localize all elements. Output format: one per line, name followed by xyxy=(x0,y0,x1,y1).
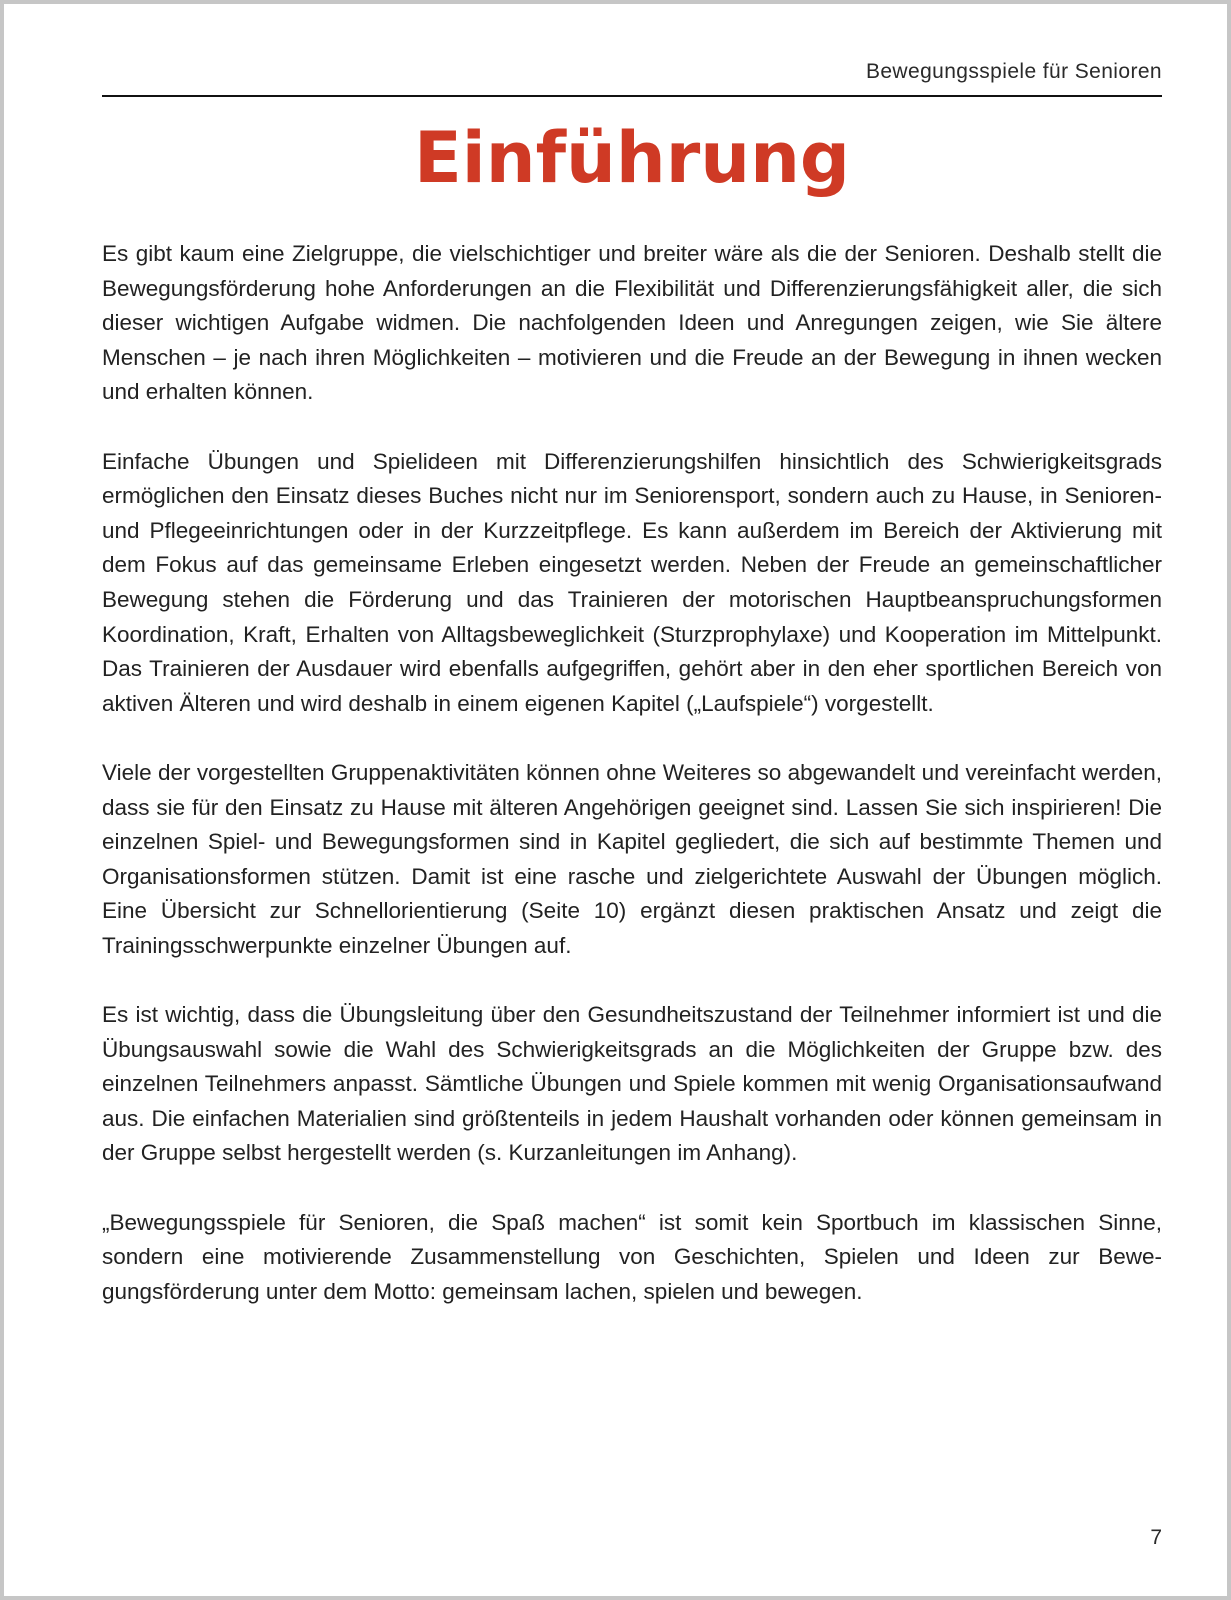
page-title: Einführung xyxy=(413,117,851,199)
paragraph-5: „Bewegungsspiele für Senioren, die Spaß machen“ ist somit kein Sportbuch im klassischen Sinne, sondern eine motivierende Zusammenstellung von Geschichten, Spielen und Ideen zur Bewegungsförderung unter dem Motto: gemeinsam lachen, spielen und bewegen. xyxy=(102,1209,1162,1304)
paragraph-2: Einfache Übungen und Spielideen mit Differenzierungshilfen hinsichtlich des Schwierigkeitsgrads ermöglichen den Einsatz dieses Buches nicht nur im Seniorensport, sondern auch zu Hause, in Senioren- und Pflegeeinrichtungen oder in der Kurzzeitpflege. Es kann außerdem im Bereich der Aktivierung mit dem Fokus auf das gemeinsame Erleben eingesetzt werden. Neben der Freude an gemeinschaftlicher Bewegung stehen die Förderung und das Trainieren der motorischen Hauptbeanspruchungsformen Koordination, Kraft, Erhalten von Alltagsbeweglichkeit (Sturzprophylaxe) und Kooperation im Mittelpunkt. Das Trainieren der Ausdauer wird ebenfalls aufgegriffen, gehört aber in den eher sportlichen Bereich von aktiven Älteren und wird deshalb in einem eigenen Kapitel („Laufspiele“) vorgestellt. xyxy=(102,448,1162,716)
page-number: 7 xyxy=(1150,1526,1162,1549)
paragraph-1: Es gibt kaum eine Zielgruppe, die vielschichtiger und breiter wäre als die der Senioren. Deshalb stellt die Bewegungsförderung hohe Anforderungen an die Flexibilität und Differenzierungsfähigkeit aller, die sich dieser wichtigen Aufgabe widmen. Die nachfolgenden Ideen und Anregungen zeigen, wie Sie ältere Menschen – je nach ihren Möglichkeiten – motivieren und die Freude an der Bewegung in ihnen wecken und erhalten können. xyxy=(102,241,1162,405)
header-rule xyxy=(102,95,1162,97)
paragraph-3: Viele der vorgestellten Gruppenaktivitäten können ohne Weiteres so abgewandelt und vereinfacht werden, dass sie für den Einsatz zu Hause mit älteren Angehörigen geeignet sind. Lassen Sie sich inspirieren! Die einzelnen Spiel- und Bewegungsformen sind in Kapitel gegliedert, die sich auf bestimmte Themen und Organisationsformen stützen. Damit ist eine rasche und zielgerichtete Auswahl der Übungen möglich. Eine Übersicht zur Schnellorientierung (Seite 10) ergänzt diesen praktischen Ansatz und zeigt die Trainingsschwerpunkte einzelner Übungen auf. xyxy=(102,759,1162,958)
body-text xyxy=(102,237,1162,1344)
paragraph-4: Es ist wichtig, dass die Übungsleitung über den Gesundheitszustand der Teilnehmer informiert ist und die Übungsauswahl sowie die Wahl des Schwierigkeitsgrads an die Möglichkeiten der Gruppe bzw. des einzelnen Teilnehmers anpasst. Sämtliche Übungen und Spiele kommen mit wenig Organisationsaufwand aus. Die einfachen Materialien sind größtenteils in jedem Haushalt vorhanden oder können gemeinsam in der Gruppe selbst hergestellt werden (s. Kurzanleitungen im Anhang). xyxy=(102,1002,1162,1166)
running-header: Bewegungsspiele für Senioren xyxy=(865,60,1162,83)
